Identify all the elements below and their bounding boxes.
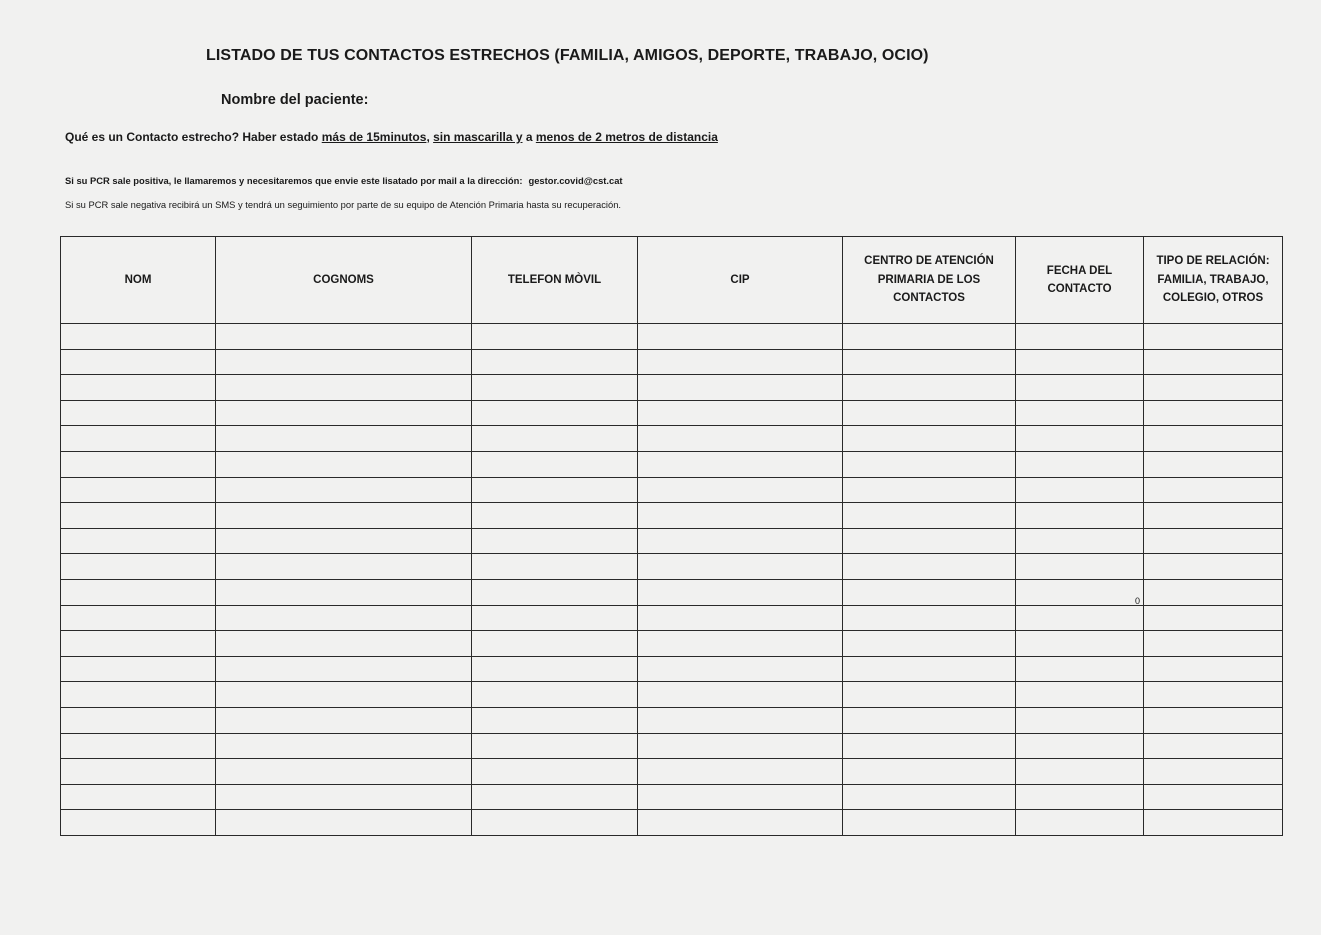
blank-cell[interactable] <box>843 349 1016 375</box>
blank-cell[interactable] <box>472 528 638 554</box>
definition-separator-2: a <box>522 130 536 144</box>
blank-cell[interactable] <box>638 477 843 503</box>
blank-cell[interactable] <box>472 784 638 810</box>
table-row <box>61 810 1283 836</box>
blank-cell[interactable] <box>638 426 843 452</box>
blank-cell[interactable] <box>638 349 843 375</box>
blank-cell[interactable] <box>216 784 472 810</box>
blank-cell[interactable] <box>1144 656 1283 682</box>
blank-cell[interactable] <box>216 426 472 452</box>
blank-cell[interactable] <box>472 682 638 708</box>
blank-cell[interactable] <box>638 631 843 657</box>
blank-cell[interactable] <box>61 810 216 836</box>
blank-cell[interactable] <box>216 477 472 503</box>
blank-cell[interactable] <box>843 605 1016 631</box>
table-row <box>61 605 1283 631</box>
blank-cell[interactable] <box>1016 810 1144 836</box>
blank-cell[interactable] <box>1016 528 1144 554</box>
blank-cell[interactable] <box>638 810 843 836</box>
definition-duration: más de 15minutos <box>321 130 427 144</box>
blank-cell[interactable] <box>638 605 843 631</box>
blank-cell[interactable] <box>1144 426 1283 452</box>
blank-cell[interactable] <box>61 759 216 785</box>
blank-cell[interactable] <box>61 579 216 605</box>
blank-cell[interactable] <box>472 707 638 733</box>
blank-cell[interactable] <box>216 605 472 631</box>
table-row <box>61 528 1283 554</box>
blank-cell[interactable] <box>216 554 472 580</box>
blank-cell[interactable] <box>1144 605 1283 631</box>
contact-email: gestor.covid@cst.cat <box>528 175 623 186</box>
blank-cell[interactable] <box>1016 324 1144 350</box>
blank-cell[interactable] <box>472 375 638 401</box>
table-row <box>61 503 1283 529</box>
blank-cell[interactable] <box>1016 400 1144 426</box>
blank-cell[interactable] <box>1144 631 1283 657</box>
blank-cell[interactable] <box>1144 810 1283 836</box>
blank-cell[interactable] <box>1016 605 1144 631</box>
blank-cell[interactable] <box>1144 349 1283 375</box>
table-row <box>61 707 1283 733</box>
blank-cell[interactable] <box>216 759 472 785</box>
blank-cell[interactable] <box>472 810 638 836</box>
blank-cell[interactable] <box>1016 733 1144 759</box>
table-row <box>61 400 1283 426</box>
table-row <box>61 631 1283 657</box>
blank-cell[interactable] <box>61 528 216 554</box>
blank-cell[interactable] <box>843 707 1016 733</box>
blank-cell[interactable] <box>472 631 638 657</box>
blank-cell[interactable] <box>61 605 216 631</box>
table-row <box>61 656 1283 682</box>
blank-cell[interactable] <box>638 554 843 580</box>
blank-cell[interactable] <box>1144 451 1283 477</box>
blank-cell[interactable] <box>1016 784 1144 810</box>
blank-cell[interactable] <box>1144 400 1283 426</box>
blank-cell[interactable] <box>843 733 1016 759</box>
blank-cell[interactable] <box>61 503 216 529</box>
blank-cell[interactable] <box>61 349 216 375</box>
blank-cell[interactable] <box>843 656 1016 682</box>
blank-cell[interactable] <box>638 759 843 785</box>
blank-cell[interactable] <box>843 810 1016 836</box>
blank-cell[interactable] <box>216 528 472 554</box>
header-nom: NOM <box>61 237 216 324</box>
blank-cell[interactable] <box>472 656 638 682</box>
definition-distance: menos de 2 metros de distancia <box>535 130 718 144</box>
blank-cell[interactable] <box>61 477 216 503</box>
blank-cell[interactable] <box>638 707 843 733</box>
blank-cell[interactable] <box>1016 554 1144 580</box>
blank-cell[interactable] <box>61 682 216 708</box>
blank-cell[interactable] <box>216 733 472 759</box>
blank-cell[interactable] <box>1016 631 1144 657</box>
blank-cell[interactable] <box>638 375 843 401</box>
blank-cell[interactable] <box>472 733 638 759</box>
blank-cell[interactable] <box>1016 656 1144 682</box>
blank-cell[interactable] <box>638 784 843 810</box>
blank-cell[interactable] <box>472 579 638 605</box>
blank-cell[interactable] <box>638 451 843 477</box>
blank-cell[interactable] <box>1016 503 1144 529</box>
table-row <box>61 349 1283 375</box>
header-cip: CIP <box>638 237 843 324</box>
blank-cell[interactable] <box>1144 503 1283 529</box>
header-centro-atencion: CENTRO DE ATENCIÓN PRIMARIA DE LOS CONTACTOS <box>843 237 1016 324</box>
close-contact-definition <box>65 130 718 144</box>
blank-cell[interactable] <box>843 554 1016 580</box>
definition-separator-1: , <box>426 130 434 144</box>
table-row <box>61 759 1283 785</box>
blank-cell[interactable] <box>216 656 472 682</box>
blank-cell[interactable] <box>216 375 472 401</box>
table-body <box>61 324 1283 836</box>
blank-cell[interactable] <box>61 554 216 580</box>
blank-cell[interactable] <box>472 349 638 375</box>
blank-cell[interactable] <box>1144 554 1283 580</box>
table-row <box>61 733 1283 759</box>
blank-cell[interactable] <box>472 605 638 631</box>
negative-pcr-note: Si su PCR sale negativa recibirá un SMS y tendrá un seguimiento por parte de su equipo de Atención Primaria hasta su recuperación. <box>65 199 622 210</box>
form-title: LISTADO DE TUS CONTACTOS ESTRECHOS (FAMILIA, AMIGOS, DEPORTE, TRABAJO, OCIO) <box>206 47 929 64</box>
blank-cell[interactable] <box>1016 579 1144 605</box>
header-cognoms: COGNOMS <box>216 237 472 324</box>
blank-cell[interactable] <box>843 784 1016 810</box>
table-row <box>61 784 1283 810</box>
blank-cell[interactable] <box>1144 707 1283 733</box>
blank-cell[interactable] <box>1016 426 1144 452</box>
blank-cell[interactable] <box>216 503 472 529</box>
blank-cell[interactable] <box>1144 759 1283 785</box>
blank-cell[interactable] <box>1016 349 1144 375</box>
stray-mark: 0 <box>1135 596 1141 606</box>
blank-cell[interactable] <box>843 324 1016 350</box>
blank-cell[interactable] <box>216 400 472 426</box>
table-row <box>61 451 1283 477</box>
blank-cell[interactable] <box>216 631 472 657</box>
blank-cell[interactable] <box>1144 733 1283 759</box>
positive-pcr-note <box>65 175 623 186</box>
table-row <box>61 324 1283 350</box>
blank-cell[interactable] <box>843 503 1016 529</box>
blank-cell[interactable] <box>472 477 638 503</box>
positive-pcr-text: Si su PCR sale positiva, le llamaremos y necesitaremos que envie este lisatado por mail a la dirección: <box>65 175 523 186</box>
blank-cell[interactable] <box>843 477 1016 503</box>
contacts-table <box>60 236 1283 836</box>
blank-cell[interactable] <box>843 682 1016 708</box>
blank-cell[interactable] <box>61 784 216 810</box>
table-row <box>61 554 1283 580</box>
blank-cell[interactable] <box>1016 682 1144 708</box>
table-row <box>61 426 1283 452</box>
blank-cell[interactable] <box>843 528 1016 554</box>
blank-cell[interactable] <box>216 324 472 350</box>
blank-cell[interactable] <box>61 707 216 733</box>
blank-cell[interactable] <box>1144 528 1283 554</box>
blank-cell[interactable] <box>843 451 1016 477</box>
blank-cell[interactable] <box>61 733 216 759</box>
blank-cell[interactable] <box>1144 375 1283 401</box>
header-fecha-contacto: FECHA DEL CONTACTO <box>1016 237 1144 324</box>
blank-cell[interactable] <box>61 451 216 477</box>
blank-cell[interactable] <box>1016 477 1144 503</box>
blank-cell[interactable] <box>61 631 216 657</box>
blank-cell[interactable] <box>1144 784 1283 810</box>
blank-cell[interactable] <box>1016 451 1144 477</box>
blank-cell[interactable] <box>843 579 1016 605</box>
blank-cell[interactable] <box>472 554 638 580</box>
blank-cell[interactable] <box>216 682 472 708</box>
blank-cell[interactable] <box>843 375 1016 401</box>
table-row <box>61 477 1283 503</box>
blank-cell[interactable] <box>61 375 216 401</box>
blank-cell[interactable] <box>216 349 472 375</box>
blank-cell[interactable] <box>472 426 638 452</box>
blank-cell[interactable] <box>216 810 472 836</box>
blank-cell[interactable] <box>638 682 843 708</box>
blank-cell[interactable] <box>843 426 1016 452</box>
table-header-row <box>61 237 1283 324</box>
blank-cell[interactable] <box>1144 477 1283 503</box>
blank-cell[interactable] <box>1144 682 1283 708</box>
blank-cell[interactable] <box>472 503 638 529</box>
blank-cell[interactable] <box>61 426 216 452</box>
blank-cell[interactable] <box>1016 707 1144 733</box>
blank-cell[interactable] <box>216 579 472 605</box>
table-row <box>61 682 1283 708</box>
table-row <box>61 375 1283 401</box>
blank-cell[interactable] <box>472 400 638 426</box>
blank-cell[interactable] <box>61 324 216 350</box>
blank-cell[interactable] <box>1144 324 1283 350</box>
table-row <box>61 579 1283 605</box>
blank-cell[interactable] <box>61 656 216 682</box>
blank-cell[interactable] <box>638 400 843 426</box>
blank-cell[interactable] <box>472 324 638 350</box>
blank-cell[interactable] <box>472 759 638 785</box>
header-tipo-relacion: TIPO DE RELACIÓN: FAMILIA, TRABAJO, COLEGIO, OTROS <box>1144 237 1283 324</box>
blank-cell[interactable] <box>638 528 843 554</box>
definition-prefix: Qué es un Contacto estrecho? Haber estado <box>65 130 322 144</box>
blank-cell[interactable] <box>638 656 843 682</box>
blank-cell[interactable] <box>638 503 843 529</box>
blank-cell[interactable] <box>216 707 472 733</box>
blank-cell[interactable] <box>638 733 843 759</box>
blank-cell[interactable] <box>843 400 1016 426</box>
patient-name-label: Nombre del paciente: <box>221 92 369 108</box>
header-telefon-movil: TELEFON MÒVIL <box>472 237 638 324</box>
blank-cell[interactable] <box>843 631 1016 657</box>
blank-cell[interactable] <box>216 451 472 477</box>
blank-cell[interactable] <box>1016 759 1144 785</box>
blank-cell[interactable] <box>638 579 843 605</box>
definition-mask: sin mascarilla y <box>433 130 523 144</box>
blank-cell[interactable] <box>1016 375 1144 401</box>
blank-cell[interactable] <box>1144 579 1283 605</box>
blank-cell[interactable] <box>843 759 1016 785</box>
blank-cell[interactable] <box>472 451 638 477</box>
blank-cell[interactable] <box>638 324 843 350</box>
blank-cell[interactable] <box>61 400 216 426</box>
